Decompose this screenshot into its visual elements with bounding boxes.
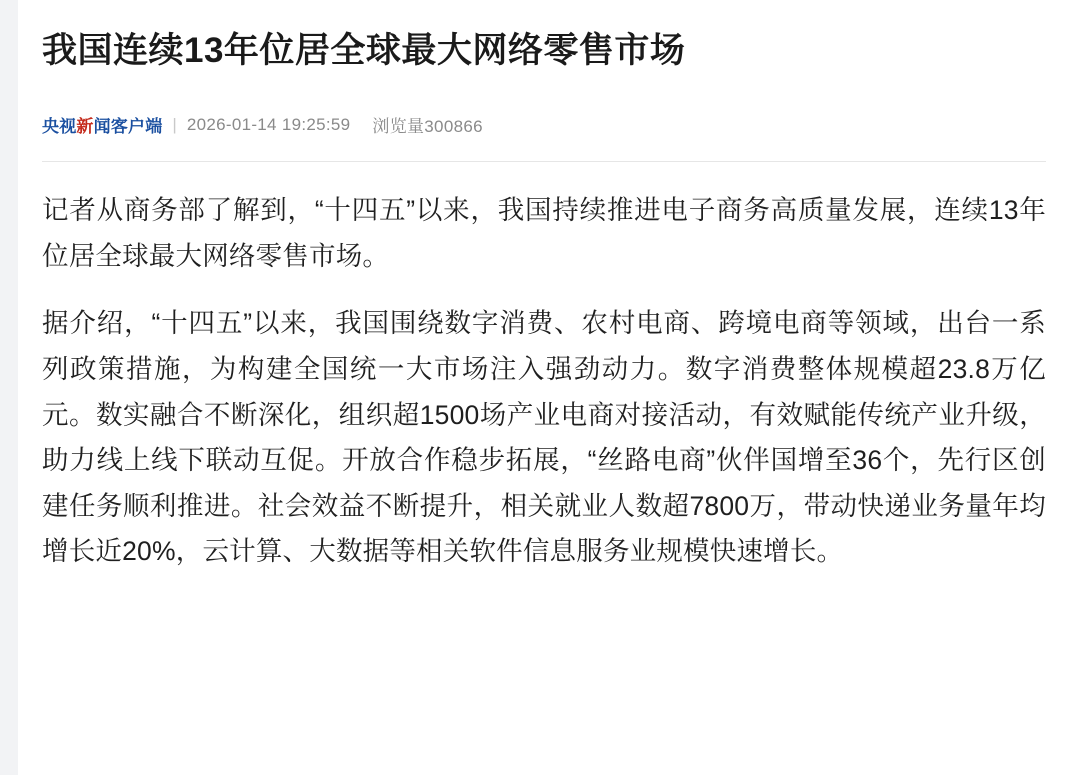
article-paragraph: 记者从商务部了解到，“十四五”以来，我国持续推进电子商务高质量发展，连续13年位居全球最大网络零售市场。 xyxy=(42,195,1046,271)
source-name-part-1: 央视 xyxy=(42,117,77,137)
page-title: 我国连续13年位居全球最大网络零售市场 xyxy=(42,31,686,70)
left-gutter xyxy=(0,0,18,775)
article-content xyxy=(18,0,1080,775)
source-name[interactable] xyxy=(42,112,162,137)
article-meta xyxy=(42,112,1046,137)
meta-separator: | xyxy=(172,114,177,134)
view-count: 浏览量300866 xyxy=(372,117,483,137)
publish-timestamp: 2026-01-14 19:25:59 xyxy=(186,114,351,134)
source-name-part-3: 闻客户端 xyxy=(93,117,163,137)
source-name-part-2: 新 xyxy=(76,117,94,137)
article-paragraph: 据介绍，“十四五”以来，我国围绕数字消费、农村电商、跨境电商等领域，出台一系列政策措施，为构建全国统一大市场注入强劲动力。数字消费整体规模超23.8万亿元。数实融合不断深化，组织超1500场产业电商对接活动，有效赋能传统产业升级，助力线上线下联动互促。开放合作稳步拓展，“丝路电商”伙伴国增至36个，先行区创建任务顺利推进。社会效益不断提升，相关就业人数超7800万，带动快递业务量年均增长近20%，云计算、大数据等相关软件信息服务业规模快速增长。 xyxy=(42,308,1046,567)
